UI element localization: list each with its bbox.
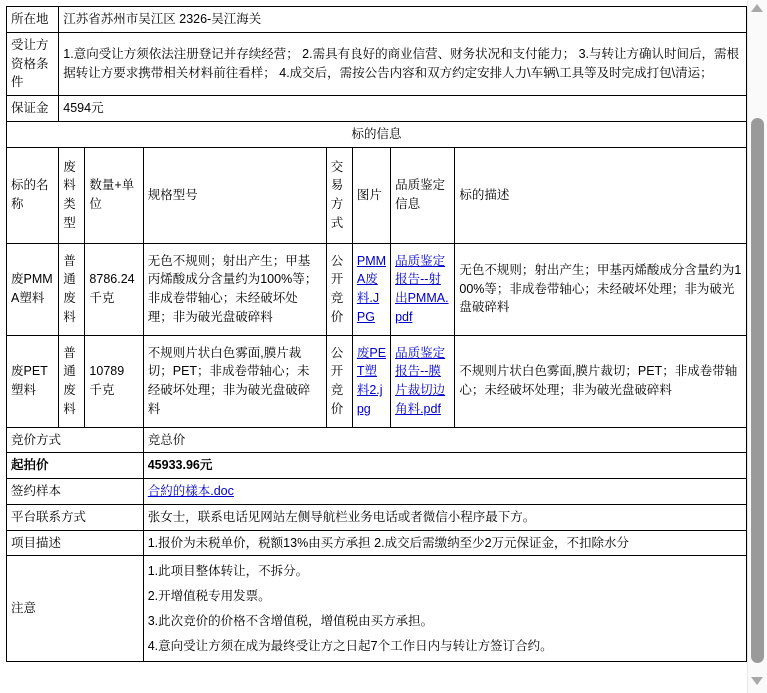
goods-quality-report-link[interactable]: 品质鉴定报告--射出PMMA.pdf — [395, 253, 449, 324]
table-row-bid-method — [7, 427, 747, 453]
table-row-deposit — [7, 96, 747, 122]
row-label-contract-sample: 签约样本 — [7, 479, 144, 505]
column-header-waste-type: 废料类型 — [59, 147, 85, 243]
column-header-image: 图片 — [352, 147, 390, 243]
goods-waste-type: 普通废料 — [59, 335, 85, 427]
goods-waste-type: 普通废料 — [59, 243, 85, 335]
goods-name: 废PET塑料 — [7, 335, 59, 427]
row-label-bid-method: 竞价方式 — [7, 427, 144, 453]
goods-quality-report-link[interactable]: 品质鉴定报告--膜片裁切边角料.pdf — [395, 345, 446, 416]
table-row-goods-header — [7, 147, 747, 243]
column-header-spec: 规格型号 — [143, 147, 326, 243]
goods-image-link[interactable]: PMMA废料.JPG — [356, 253, 387, 324]
goods-spec: 不规则片状白色雾面,膜片裁切；PET；非成卷带轴心；未经破坏处理；非为破光盘破碎料 — [143, 335, 326, 427]
table-row-goods-section-title — [7, 121, 747, 147]
table-row — [7, 335, 747, 427]
column-header-trade-method: 交易方式 — [326, 147, 352, 243]
row-value-project-description: 1.报价为未税单价，税额13%由买方承担 2.成交后需缴纳至少2万元保证金，不扣除水分 — [143, 530, 746, 556]
goods-image-cell — [352, 243, 390, 335]
goods-image-cell — [352, 335, 390, 427]
goods-trade-method: 公开竞价 — [326, 335, 352, 427]
row-value-deposit: 4594元 — [59, 96, 747, 122]
notice-line: 2.开增值税专用发票。 — [147, 589, 271, 603]
table-row — [7, 243, 747, 335]
row-value-location: 江苏省苏州市吴江区 2326-吴江海关 — [59, 7, 747, 33]
table-row-location — [7, 7, 747, 33]
goods-description: 不规则片状白色雾面,膜片裁切；PET；非成卷带轴心；未经破坏处理；非为破光盘破碎料 — [455, 335, 747, 427]
row-value-contract-sample — [143, 479, 746, 505]
goods-section-title: 标的信息 — [7, 121, 747, 147]
goods-quantity: 10789 千克 — [85, 335, 143, 427]
notice-line: 4.意向受让方须在成为最终受让方之日起7个工作日内与转让方签订合约。 — [147, 638, 553, 653]
goods-description: 无色不规则；射出产生；甲基丙烯酸成分含量约为100%等；非成卷带轴心；未经破坏处理；非为破光盘破碎料 — [455, 243, 747, 335]
row-value-qualification: 1.意向受让方须依法注册登记并存续经营； 2.需具有良好的商业信营、财务状况和支付能力； 3.与转让方确认时间后，需根据转让方要求携带相关材料前往看样； 4.成交后，需按公告内容和双方约定安排人力\车辆\工具等及时完成打包\清运； — [59, 32, 747, 95]
notice-line: 1.此项目整体转让，不拆分。 — [147, 564, 309, 579]
row-value-start-price: 45933.96元 — [143, 453, 746, 479]
row-label-location: 所在地 — [7, 7, 59, 33]
table-row-start-price — [7, 453, 747, 479]
goods-trade-method: 公开竞价 — [326, 243, 352, 335]
column-header-quantity: 数量+单位 — [85, 147, 143, 243]
row-label-platform-contact: 平台联系方式 — [7, 504, 144, 530]
row-label-qualification: 受让方资格条件 — [7, 32, 59, 95]
triangle-up-icon[interactable] — [751, 4, 764, 16]
table-row-platform-contact — [7, 504, 747, 530]
goods-spec: 无色不规则；射出产生；甲基丙烯酸成分含量约为100%等；非成卷带轴心；未经破坏处理；非为破光盘破碎料 — [143, 243, 326, 335]
goods-quantity: 8786.24 千克 — [85, 243, 143, 335]
table-row-qualification — [7, 32, 747, 95]
table-row-project-description — [7, 530, 747, 556]
row-label-deposit: 保证金 — [7, 96, 59, 122]
row-label-start-price: 起拍价 — [7, 453, 144, 479]
goods-quality-cell — [391, 243, 455, 335]
row-value-platform-contact: 张女士，联系电话见网站左侧导航栏业务电话或者微信小程序最下方。 — [143, 504, 746, 530]
row-value-bid-method: 竞总价 — [143, 427, 746, 453]
row-label-notice: 注意 — [7, 556, 144, 662]
auction-listing-table — [6, 6, 747, 662]
triangle-down-icon[interactable] — [751, 677, 764, 689]
goods-name: 废PMMA塑料 — [7, 243, 59, 335]
column-header-description: 标的描述 — [455, 147, 747, 243]
scrollbar-thumb[interactable] — [751, 118, 764, 663]
notice-line: 3.此次竞价的价格不含增值税，增值税由买方承担。 — [147, 613, 434, 628]
table-row-notice — [7, 556, 747, 662]
column-header-quality-info: 品质鉴定信息 — [391, 147, 455, 243]
row-label-project-description: 项目描述 — [7, 530, 144, 556]
column-header-name: 标的名称 — [7, 147, 59, 243]
row-value-notice — [143, 556, 746, 662]
contract-sample-link[interactable]: 合約的樣本.doc — [147, 484, 234, 498]
goods-image-link[interactable]: 废PET塑料2.jpg — [356, 345, 387, 416]
vertical-scrollbar[interactable] — [747, 0, 767, 693]
goods-quality-cell — [391, 335, 455, 427]
table-row-contract-sample — [7, 479, 747, 505]
